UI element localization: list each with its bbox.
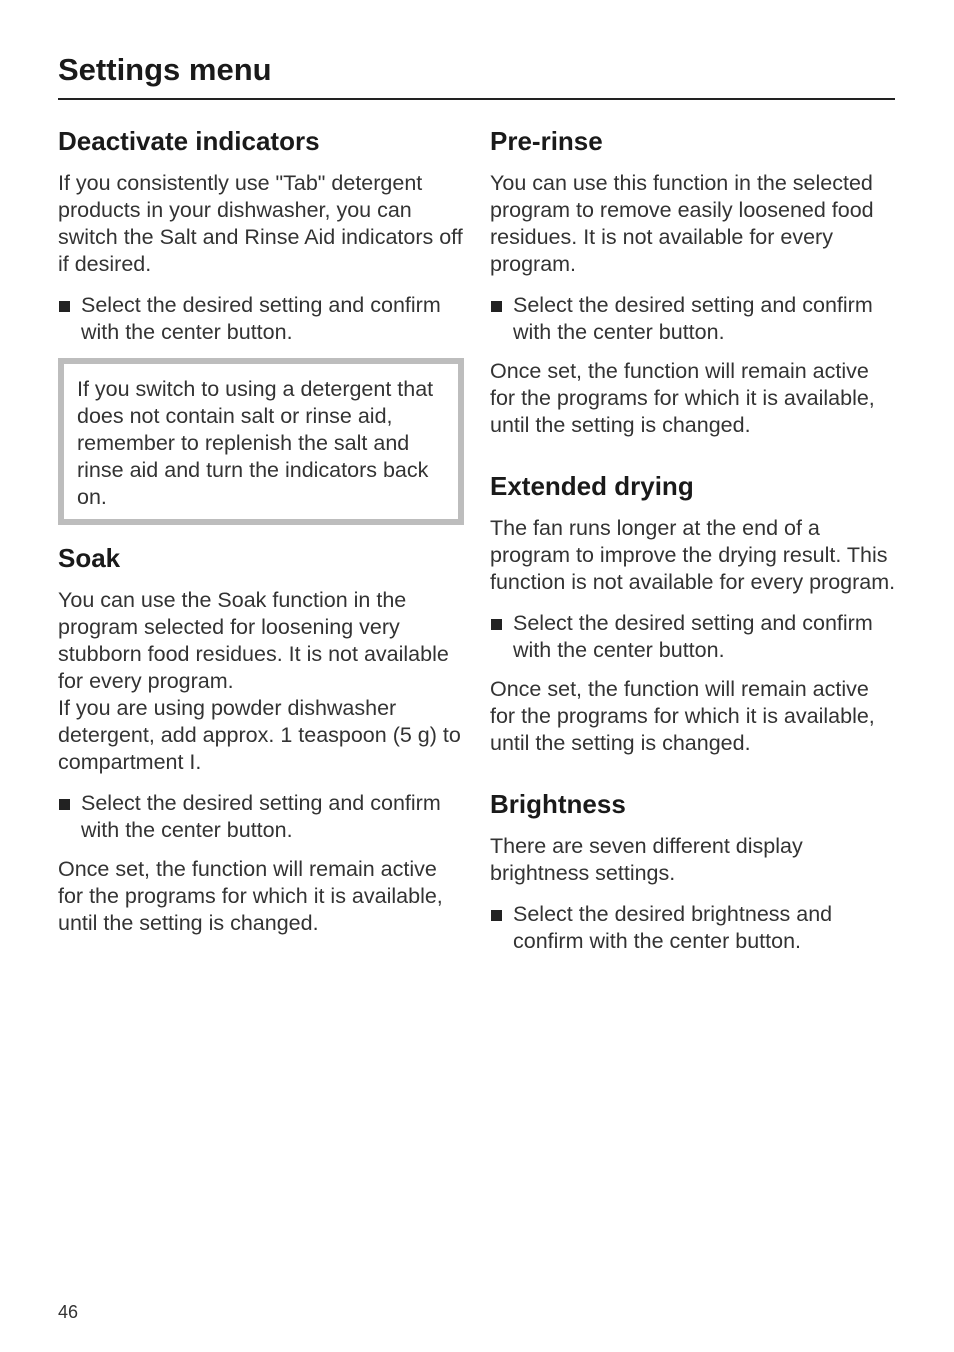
bullet-text: Select the desired setting and confirm with the center button. <box>81 293 441 344</box>
section-heading: Pre-rinse <box>490 126 603 156</box>
note-box: If you switch to using a detergent that does not contain salt or rinse aid, remember to replenish the salt and rinse aid and turn the indicators back on. <box>58 358 464 525</box>
section-heading: Brightness <box>490 789 626 819</box>
section-pre-rinse <box>490 124 896 439</box>
bullet-item <box>490 292 896 346</box>
bullet-text: Select the desired setting and confirm with the center button. <box>513 293 873 344</box>
bullet-text: Select the desired setting and confirm with the center button. <box>513 611 873 662</box>
section-soak <box>58 541 464 937</box>
bullet-item <box>490 610 896 664</box>
title-divider <box>58 98 895 100</box>
square-bullet-icon <box>59 799 70 810</box>
section-body: There are seven different display brightness settings. <box>490 834 803 885</box>
bullet-text: Select the desired brightness and confirm with the center button. <box>513 902 833 953</box>
bullet-item <box>58 790 464 844</box>
section-heading: Deactivate indicators <box>58 126 320 156</box>
section-body: Once set, the function will remain active for the programs for which it is available, until the setting is changed. <box>490 677 875 755</box>
section-brightness <box>490 787 896 955</box>
section-body: Once set, the function will remain active for the programs for which it is available, until the setting is changed. <box>58 857 443 935</box>
left-column <box>58 124 464 951</box>
square-bullet-icon <box>491 619 502 630</box>
section-body: You can use this function in the selected program to remove easily loosened food residues. It is not available for every program. <box>490 171 874 276</box>
bullet-text: Select the desired setting and confirm with the center button. <box>81 791 441 842</box>
square-bullet-icon <box>491 301 502 312</box>
page-title: Settings menu <box>58 52 272 87</box>
section-body: The fan runs longer at the end of a program to improve the drying result. This function is not available for every program. <box>490 516 896 594</box>
section-extended-drying <box>490 469 896 757</box>
bullet-item <box>58 292 464 346</box>
section-heading: Extended drying <box>490 471 694 501</box>
right-column <box>490 124 896 967</box>
square-bullet-icon <box>491 910 502 921</box>
section-body: If you are using powder dishwasher detergent, add approx. 1 teaspoon (5 g) to compartment I. <box>58 696 461 774</box>
section-heading: Soak <box>58 543 121 573</box>
square-bullet-icon <box>59 301 70 312</box>
section-body: If you consistently use "Tab" detergent products in your dishwasher, you can switch the Salt and Rinse Aid indicators off if desired. <box>58 171 463 276</box>
section-body: You can use the Soak function in the program selected for loosening very stubborn food residues. It is not available for every program. <box>58 588 449 693</box>
bullet-item <box>490 901 896 955</box>
section-body: Once set, the function will remain active for the programs for which it is available, until the setting is changed. <box>490 359 875 437</box>
section-deactivate-indicators <box>58 124 464 525</box>
page-number: 46 <box>58 1302 79 1322</box>
